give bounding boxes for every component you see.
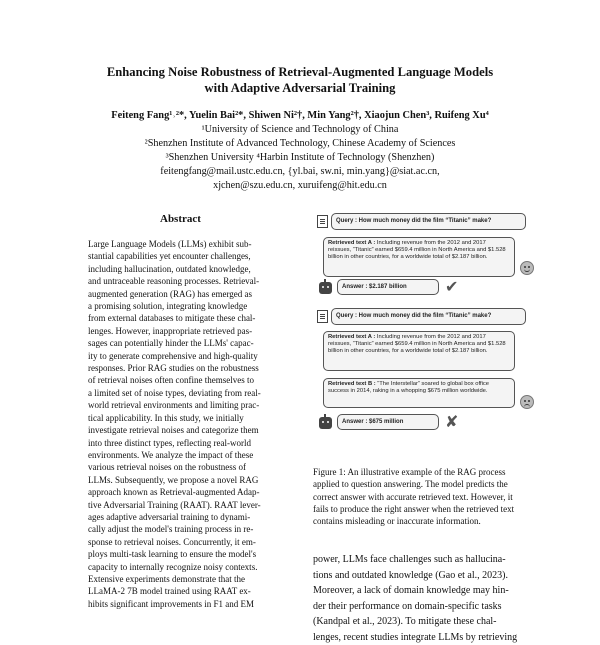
body-line: der their performance on domain-specific tasks — [313, 599, 535, 615]
abstract-heading: Abstract — [160, 213, 201, 225]
retrieved-text-bubble-2a — [323, 331, 515, 371]
abstract-line: approach known as Retrieval-augmented Adap- — [88, 486, 275, 498]
document-icon — [317, 215, 328, 228]
robot-icon — [319, 282, 332, 294]
caption-line: Figure 1: An illustrative example of the RAG process — [313, 466, 535, 478]
abstract-line: including hallucination, outdated knowledge, — [88, 263, 275, 275]
body-line: Moreover, a lack of domain knowledge may hin- — [313, 583, 535, 599]
abstract-line: tical applicability. In this study, we initially — [88, 412, 275, 424]
checkmark-icon: ✔ — [445, 277, 458, 296]
abstract-line: tive Adversarial Training (RAAT). RAAT lever- — [88, 499, 275, 511]
abstract-line: into three distinct types, reflecting real-world — [88, 437, 275, 449]
retrieved-text: Including revenue from the 2012 and 2017 reissues, “Titanic” earned $659.4 million in North America and $1.528 billion in other countries, for a worldwide total of $2.187 billion. — [328, 240, 506, 260]
affiliation-3: ³Shenzhen University ⁴Harbin Institute of Technology (Shenzhen) — [0, 151, 600, 164]
retrieved-text: “The Interstellar” soared to global box office success in 2014, raking in a whopping $675 million worldwide. — [328, 381, 489, 394]
body-line: (Kandpal et al., 2023). To mitigate these chal- — [313, 614, 535, 630]
body-line: tions and outdated knowledge (Gao et al., 2023). — [313, 568, 535, 584]
answer-bubble-1: Answer : $2.187 billion — [337, 279, 439, 295]
abstract-line: LLaMA-2 7B model trained using RAAT ex- — [88, 585, 275, 597]
caption-line: correct answer with accurate retrieved text. However, it — [313, 491, 535, 503]
body-line: power, LLMs face challenges such as hallucina- — [313, 552, 535, 568]
abstract-line: capacity to internally recognize noisy contexts. — [88, 561, 275, 573]
abstract-line: responses. Prior RAG studies on the robustness — [88, 362, 275, 374]
query-bubble-1: Query : How much money did the film “Titanic” make? — [331, 213, 526, 230]
retrieved-text-bubble-1 — [323, 237, 515, 277]
retrieved-text: Including revenue from the 2012 and 2017 reissues, “Titanic” earned $659.4 million in North America and $1.528 billion in other countries, for a worldwide total of $2.187 billion. — [328, 334, 506, 354]
email-line-2: xjchen@szu.edu.cn, xuruifeng@hit.edu.cn — [0, 179, 600, 192]
abstract-line: sponse to retrieval noises. Concurrently, it em- — [88, 536, 275, 548]
body-line: lenges, recent studies integrate LLMs by retrieving — [313, 630, 535, 645]
email-line-1: feitengfang@mail.ustc.edu.cn, {yl.bai, sw.ni, min.yang}@siat.ac.cn, — [0, 165, 600, 178]
title-line-1: Enhancing Noise Robustness of Retrieval-Augmented Language Models — [0, 64, 600, 80]
figure-1-rag-example — [313, 207, 535, 453]
retrieved-label: Retrieved text B : — [328, 381, 376, 387]
happy-user-icon — [520, 261, 534, 275]
abstract-line: a promising solution, integrating knowledge — [88, 300, 275, 312]
retrieved-label: Retrieved text A : — [328, 334, 375, 340]
abstract-line: and untraceable reasoning processes. Retrieval- — [88, 275, 275, 287]
abstract-line: sages can potentially hinder the LLMs' capac- — [88, 337, 275, 349]
intro-body-text — [313, 552, 535, 645]
abstract-line: hibits significant improvements in F1 and EM — [88, 598, 275, 610]
figure-caption — [313, 466, 535, 527]
caption-line: applied to question answering. The model predicts the — [313, 478, 535, 490]
title-line-2: with Adaptive Adversarial Training — [0, 80, 600, 96]
abstract-line: investigate retrieval noises and categorize them — [88, 424, 275, 436]
abstract-line: of retrieval noises often confine themselves to — [88, 374, 275, 386]
abstract-line: augmented generation (RAG) has emerged as — [88, 288, 275, 300]
abstract-line: stantial capabilities yet encounter challenges, — [88, 250, 275, 262]
caption-line: fails to produce the right answer when the retrieved text — [313, 503, 535, 515]
query-bubble-2: Query : How much money did the film “Titanic” make? — [331, 308, 526, 325]
abstract-line: a limited set of noise types, deviating from real- — [88, 387, 275, 399]
document-icon — [317, 310, 328, 323]
abstract-line: from external databases to mitigate these chal- — [88, 312, 275, 324]
affiliation-1: ¹University of Science and Technology of China — [0, 123, 600, 136]
abstract-line: ploys multi-task learning to ensure the model's — [88, 548, 275, 560]
abstract-line: ity to generate comprehensive and high-quality — [88, 350, 275, 362]
answer-bubble-2: Answer : $675 million — [337, 414, 439, 430]
sad-user-icon — [520, 395, 534, 409]
abstract-line: lenges. However, inappropriate retrieved pas- — [88, 325, 275, 337]
abstract-line: ages adaptive adversarial training to dynami- — [88, 511, 275, 523]
abstract-line: world retrieval environments and limiting prac- — [88, 399, 275, 411]
retrieved-text-bubble-2b — [323, 378, 515, 408]
author-list: Feiteng Fang¹˒²*, Yuelin Bai²*, Shiwen Ni²†, Min Yang²†, Xiaojun Chen³, Ruifeng Xu⁴ — [0, 110, 600, 121]
robot-icon — [319, 417, 332, 429]
cross-mark-icon: ✘ — [445, 412, 458, 431]
retrieved-label: Retrieved text A : — [328, 240, 375, 246]
abstract-line: Large Language Models (LLMs) exhibit sub- — [88, 238, 275, 250]
abstract-line: Extensive experiments demonstrate that the — [88, 573, 275, 585]
abstract-line: LLMs. Subsequently, we propose a novel RAG — [88, 474, 275, 486]
abstract-line: cally adjust the model's training process in re- — [88, 523, 275, 535]
abstract-line: environments. We analyze the impact of these — [88, 449, 275, 461]
abstract-body — [88, 238, 275, 610]
caption-line: contains misleading or inaccurate information. — [313, 515, 535, 527]
abstract-line: various retrieval noises on the robustness of — [88, 461, 275, 473]
affiliation-2: ²Shenzhen Institute of Advanced Technology, Chinese Academy of Sciences — [0, 137, 600, 150]
